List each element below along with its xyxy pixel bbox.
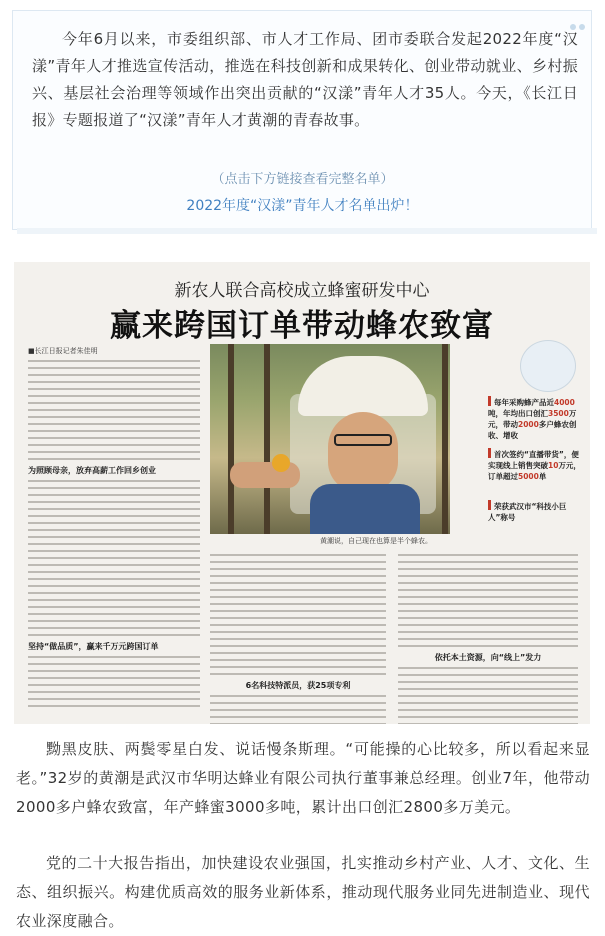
link-hint: （点击下方链接查看完整名单） [211, 172, 394, 187]
newspaper-headline: 赢来跨国订单带动蜂农致富 [110, 308, 494, 344]
newspaper-section-title: 坚持“做品质”，赢来千万元跨国订单 [28, 642, 159, 651]
newspaper-image [14, 262, 590, 724]
newspaper-column-middle [210, 554, 386, 724]
article-paragraph: 党的二十大报告指出，加快建设农业强国，扎实推动乡村产业、人才、文化、生态、组织振兴。构建优质高效的服务业新体系，推动现代服务业同先进制造业、现代农业深度融合。 [16, 854, 590, 930]
newspaper-byline: ■长江日报记者朱佳明 [28, 347, 98, 355]
photo-caption: 黄潮说，自己现在也算是半个蜂农。 [320, 537, 432, 545]
side-note: 每年采购蜂产品近4000吨，年均出口创汇3500万元，带动2000多户蜂农创收、增收 [488, 398, 577, 440]
card-shadow [17, 228, 597, 234]
article-paragraph: 黝黑皮肤、两鬓零星白发、说话慢条斯理。“可能操的心比较多，所以看起来显老。”32岁的黄潮是武汉市华明达蜂业有限公司执行董事兼总经理。创业7年，他带动2000多户蜂农致富，年产蜂蜜3000多吨，累计出口创汇2800多万美元。 [16, 740, 590, 816]
newspaper-column-left [28, 346, 200, 712]
talent-list-link[interactable]: 2022年度“汉漾”青年人才名单出炉！ [186, 198, 419, 214]
newspaper-section-title: 为照顾母亲，放弃高薪工作回乡创业 [28, 466, 156, 475]
newspaper-section-title: 依托本土资源，向“线上”发力 [434, 653, 542, 662]
newspaper-subtitle: 新农人联合高校成立蜂蜜研发中心 [174, 281, 430, 301]
side-note: 首次签约“直播带货”，便实现线上销售突破10万元，订单超过5000单 [488, 450, 581, 481]
intro-text: 今年6月以来，市委组织部、市人才工作局、团市委联合发起2022年度“汉漾”青年人才推选宣传活动，推选在科技创新和成果转化、创业带动就业、乡村振兴、基层社会治理等领域作出突出贡献的“汉漾”青年人才35人。今天，《长江日报》专题报道了“汉漾”青年人才黄潮的青春故事。 [32, 30, 578, 129]
bee-icon [520, 340, 576, 392]
newspaper-section-title: 6名科技特派员，获25项专利 [245, 681, 351, 690]
side-notes [460, 340, 584, 536]
beekeeper-photo [210, 344, 450, 534]
side-note: 荣获武汉市“科技小巨人”称号 [488, 502, 567, 522]
newspaper-column-right [398, 554, 578, 724]
